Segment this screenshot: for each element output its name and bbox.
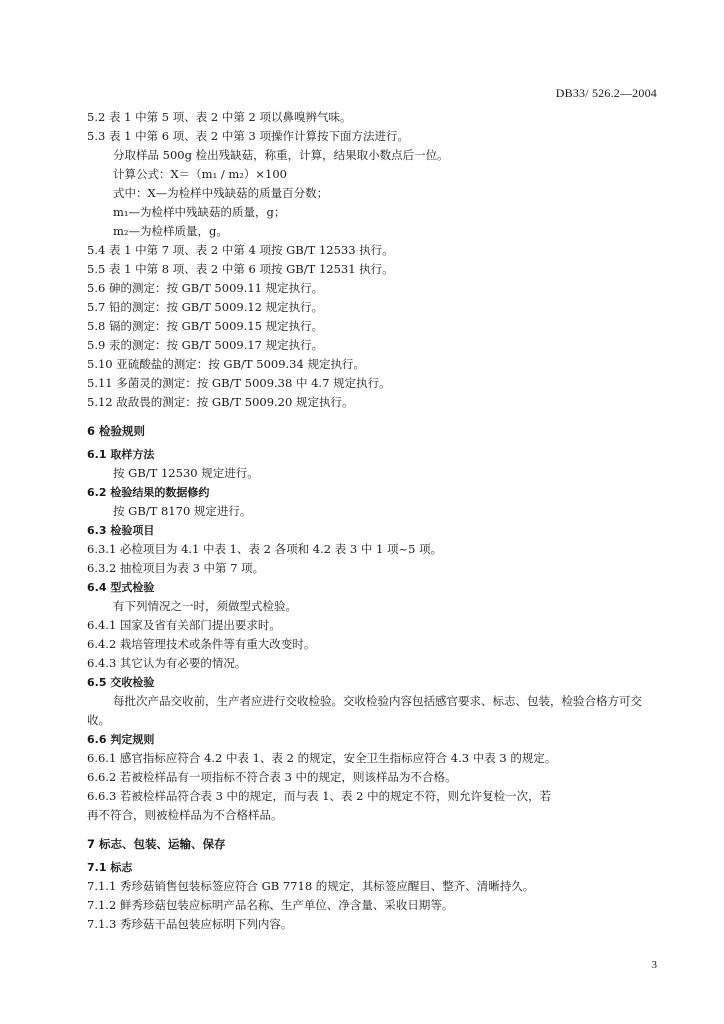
page-number: 3 (651, 959, 657, 971)
clause-7-1-3: 7.1.3 秀珍菇干品包装应标明下列内容。 (87, 917, 293, 931)
clause-5-3-sampling: 分取样品 500g 检出残缺菇，称重，计算，结果取小数点后一位。 (113, 148, 449, 162)
text-6-2: 按 GB/T 8170 规定进行。 (113, 504, 252, 518)
heading-6-4: 6.4 型式检验 (87, 581, 155, 594)
clause-7-1-1: 7.1.1 秀珍菇销售包装标签应符合 GB 7718 的规定，其标签应醒目、整齐、清晰持久。 (87, 879, 535, 893)
heading-6-3: 6.3 检验项目 (87, 524, 155, 537)
formula-m1: m₁—为检样中残缺菇的质量，g； (113, 205, 286, 219)
clause-5-10: 5.10 亚硫酸盐的测定：按 GB/T 5009.34 规定执行。 (87, 357, 365, 371)
clause-5-3: 5.3 表 1 中第 6 项、表 2 中第 3 项操作计算按下面方法进行。 (87, 129, 409, 143)
clause-5-6: 5.6 砷的测定：按 GB/T 5009.11 规定执行。 (87, 281, 324, 295)
text-6-4: 有下列情况之一时，须做型式检验。 (113, 599, 297, 613)
formula: 计算公式：X＝（m₁ / m₂）×100 (113, 167, 287, 181)
clause-6-3-1: 6.3.1 必检项目为 4.1 中表 1、表 2 各项和 4.2 表 3 中 1 项~5 项。 (87, 542, 443, 556)
clause-5-9: 5.9 汞的测定：按 GB/T 5009.17 规定执行。 (87, 338, 324, 352)
clause-5-4: 5.4 表 1 中第 7 项、表 2 中第 4 项按 GB/T 12533 执行。 (87, 243, 394, 257)
clause-6-4-2: 6.4.2 栽培管理技术或条件等有重大改变时。 (87, 637, 316, 651)
clause-5-7: 5.7 铅的测定：按 GB/T 5009.12 规定执行。 (87, 300, 324, 314)
text-6-5: 每批次产品交收前，生产者应进行交收检验。交收检验内容包括感官要求、标志、包装，检验合格方可交收。 (87, 694, 642, 727)
clause-5-2: 5.2 表 1 中第 5 项、表 2 中第 2 项以鼻嗅辨气味。 (87, 110, 352, 124)
heading-6-1: 6.1 取样方法 (87, 448, 155, 461)
formula-where: 式中：X—为检样中残缺菇的质量百分数； (113, 186, 329, 200)
clause-6-6-3-cont: 再不符合，则被检样品为不合格样品。 (87, 808, 283, 822)
formula-m2: m₂—为检样质量，g。 (113, 224, 228, 238)
text-6-1: 按 GB/T 12530 规定进行。 (113, 466, 259, 480)
clause-6-3-2: 6.3.2 抽检项目为表 3 中第 7 项。 (87, 561, 265, 575)
document-code-header: DB33/ 526.2—2004 (555, 86, 657, 100)
clause-5-5: 5.5 表 1 中第 8 项、表 2 中第 6 项按 GB/T 12531 执行。 (87, 262, 394, 276)
clause-6-4-1: 6.4.1 国家及省有关部门提出要求时。 (87, 618, 281, 632)
document-body (87, 108, 657, 934)
clause-6-6-1: 6.6.1 感官指标应符合 4.2 中表 1、表 2 的规定，安全卫生指标应符合 4.3 中表 3 的规定。 (87, 751, 557, 765)
clause-6-4-3: 6.4.3 其它认为有必要的情况。 (87, 656, 247, 670)
clause-5-11: 5.11 多菌灵的测定：按 GB/T 5009.38 中 4.7 规定执行。 (87, 376, 391, 390)
section-6-heading: 6 检验规则 (87, 424, 146, 438)
heading-6-6: 6.6 判定规则 (87, 733, 155, 746)
heading-6-2: 6.2 检验结果的数据修约 (87, 486, 210, 499)
heading-7-1: 7.1 标志 (87, 861, 133, 874)
clause-6-6-3: 6.6.3 若被检样品符合表 3 中的规定，而与表 1、表 2 中的规定不符，则允许复检一次，若 (87, 789, 552, 803)
section-7-heading: 7 标志、包装、运输、保存 (87, 837, 226, 851)
clause-5-8: 5.8 镉的测定：按 GB/T 5009.15 规定执行。 (87, 319, 324, 333)
heading-6-5: 6.5 交收检验 (87, 676, 155, 689)
clause-6-6-2: 6.6.2 若被检样品有一项指标不符合表 3 中的规定，则该样品为不合格。 (87, 770, 457, 784)
clause-7-1-2: 7.1.2 鲜秀珍菇包装应标明产品名称、生产单位、净含量、采收日期等。 (87, 898, 454, 912)
clause-5-12: 5.12 敌敌畏的测定：按 GB/T 5009.20 规定执行。 (87, 395, 354, 409)
